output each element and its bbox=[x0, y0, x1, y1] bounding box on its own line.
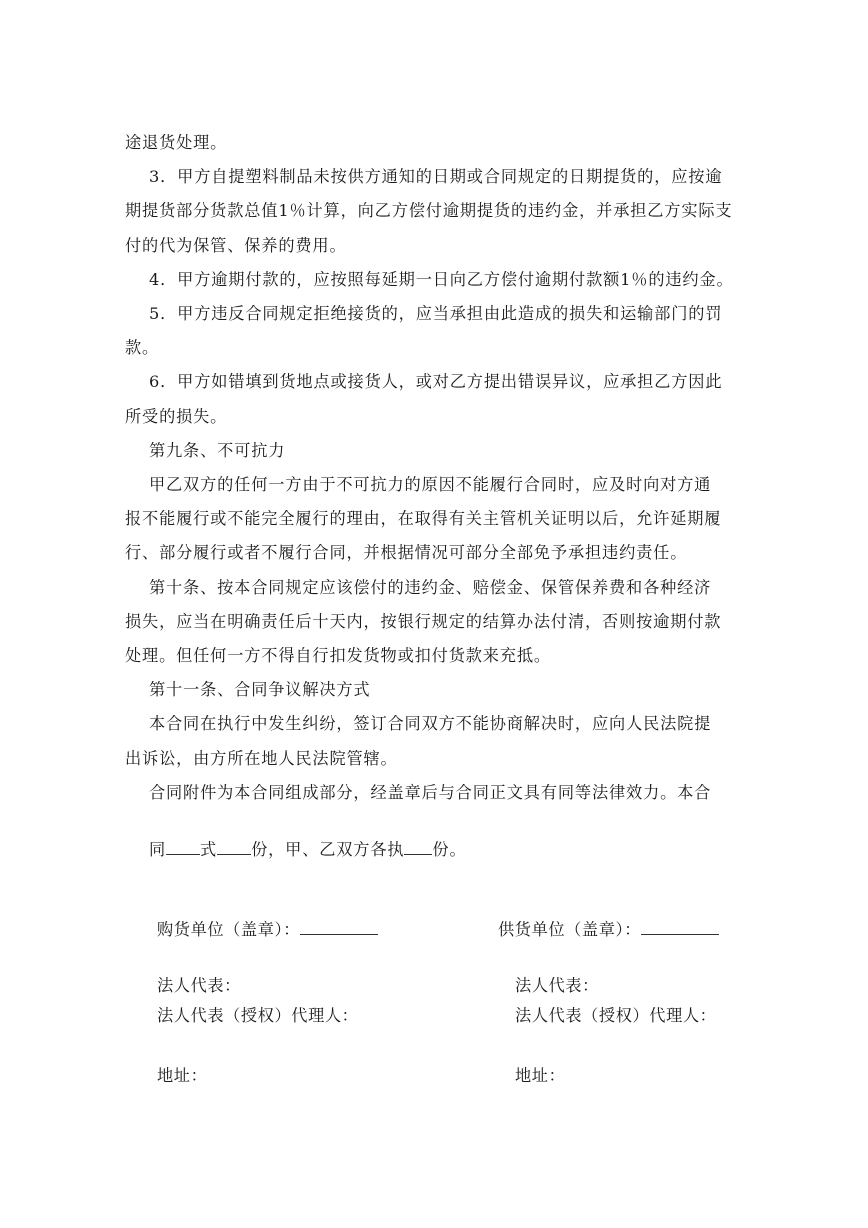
body-line: 第十一条、合同争议解决方式 bbox=[125, 680, 371, 700]
buyer-unit-label: 购货单位（盖章）： bbox=[157, 920, 300, 939]
body-line: 3．甲方自提塑料制品未按供方通知的日期或合同规定的日期提货的，应按逾 bbox=[125, 167, 723, 187]
supplier-legal-rep: 法人代表： bbox=[515, 976, 599, 995]
body-line: 第十条、按本合同规定应该偿付的违约金、赔偿金、保管保养费和各种经济 bbox=[125, 577, 712, 597]
copies-blank-2 bbox=[217, 838, 251, 855]
body-line: 6．甲方如错填到货地点或接货人，或对乙方提出错误异议，应承担乙方因此 bbox=[125, 372, 723, 392]
body-line: 第九条、不可抗力 bbox=[125, 440, 286, 460]
copies-text-1: 同 bbox=[148, 840, 167, 859]
body-line: 行、部分履行或者不履行合同，并根据情况可部分全部免予承担违约责任。 bbox=[125, 543, 688, 563]
body-line: 甲乙双方的任何一方由于不可抗力的原因不能履行合同时，应及时向对方通 bbox=[125, 475, 712, 494]
body-line: 5．甲方违反合同规定拒绝接货的，应当承担由此造成的损失和运输部门的罚 bbox=[125, 304, 723, 323]
buyer-unit-blank bbox=[300, 918, 378, 935]
body-line: 处理。但任何一方不得自行扣发货物或扣付货款来充抵。 bbox=[125, 646, 551, 665]
supplier-unit-label: 供货单位（盖章）： bbox=[498, 920, 641, 939]
body-line: 4．甲方逾期付款的，应按照每延期一日向乙方偿付逾期付款额1％的违约金。 bbox=[125, 269, 734, 289]
buyer-unit-seal bbox=[157, 918, 378, 940]
copies-text-3: 份，甲、乙双方各执 bbox=[251, 840, 405, 859]
supplier-unit-seal bbox=[498, 918, 719, 940]
copies-line bbox=[125, 818, 745, 880]
body-line: 付的代为保管、保养的费用。 bbox=[125, 235, 347, 255]
body-line: 款。 bbox=[125, 338, 160, 358]
copies-blank-1 bbox=[166, 838, 200, 855]
copies-text-2: 式 bbox=[200, 840, 218, 859]
copies-text-4: 份。 bbox=[432, 840, 467, 859]
supplier-address: 地址： bbox=[515, 1066, 566, 1085]
body-line: 期提货部分货款总值1％计算，向乙方偿付逾期提货的违约金，并承担乙方实际支 bbox=[125, 201, 733, 221]
buyer-address: 地址： bbox=[157, 1066, 208, 1085]
copies-blank-3 bbox=[404, 838, 432, 855]
supplier-unit-blank bbox=[641, 918, 719, 935]
supplier-agent: 法人代表（授权）代理人： bbox=[515, 1006, 717, 1025]
body-line: 损失，应当在明确责任后十天内，按银行规定的结算办法付清，否则按逾期付款 bbox=[125, 611, 722, 631]
body-line: 合同附件为本合同组成部分，经盖章后与合同正文具有同等法律效力。本合 bbox=[125, 782, 712, 802]
body-line: 途退货处理。 bbox=[125, 133, 228, 152]
body-line: 本合同在执行中发生纠纷，签订合同双方不能协商解决时，应向人民法院提 bbox=[125, 714, 712, 734]
buyer-agent: 法人代表（授权）代理人： bbox=[157, 1006, 359, 1025]
body-line: 出诉讼，由方所在地人民法院管辖。 bbox=[125, 748, 398, 768]
buyer-legal-rep: 法人代表： bbox=[157, 976, 241, 995]
body-line: 所受的损失。 bbox=[125, 406, 228, 426]
body-line: 报不能履行或不能完全履行的理由，在取得有关主管机关证明以后，允许延期履 bbox=[125, 509, 722, 529]
